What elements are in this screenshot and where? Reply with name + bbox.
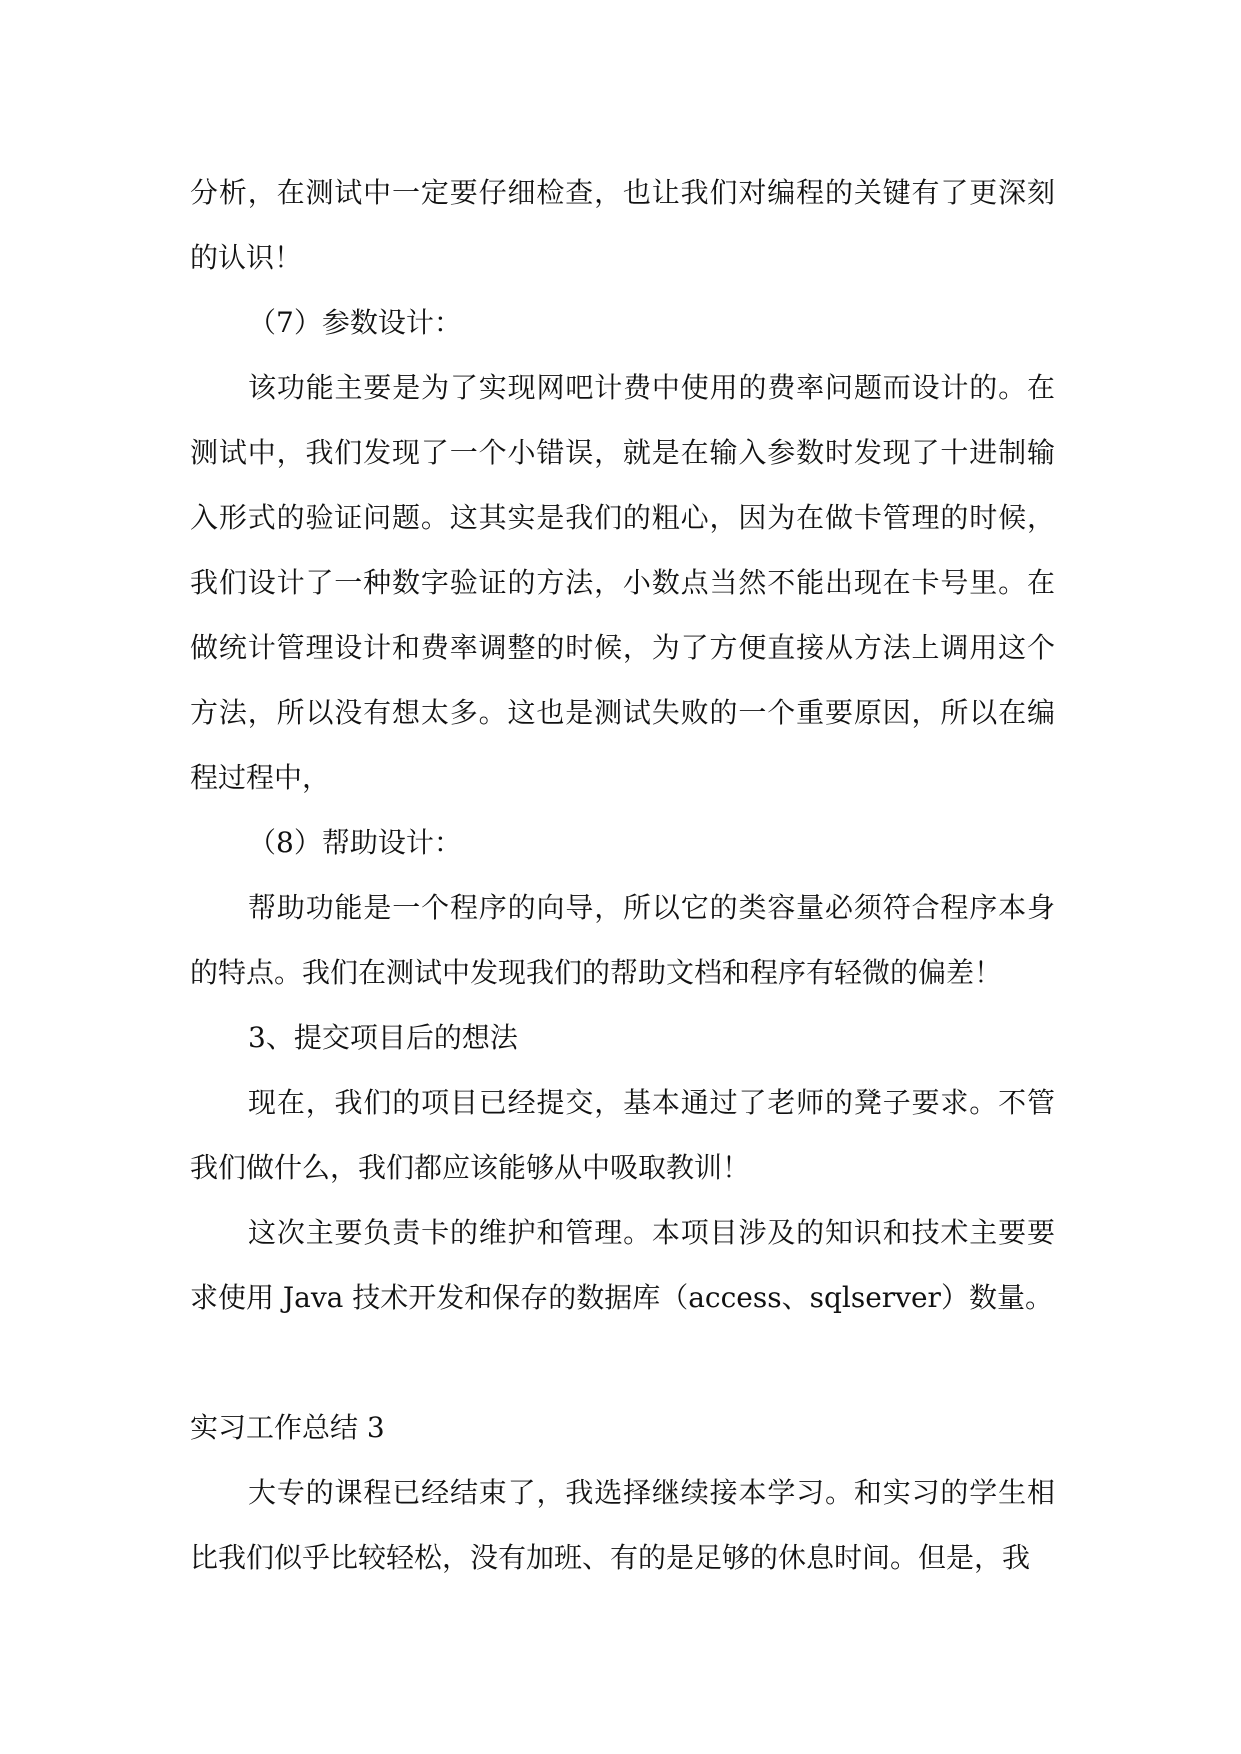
document-body <box>190 160 1055 1590</box>
paragraph-section-intro: 大专的课程已经结束了，我选择继续接本学习。和实习的学生相比我们似乎比较轻松，没有加班、有的是足够的休息时间。但是，我 <box>190 1476 1055 1574</box>
heading-after-submission: 3、提交项目后的想法 <box>248 1021 518 1054</box>
paragraph-help-design: 帮助功能是一个程序的向导，所以它的类容量必须符合程序本身的特点。我们在测试中发现我们的帮助文档和程序有轻微的偏差！ <box>190 891 1055 989</box>
section-spacer <box>190 1330 1055 1395</box>
section-title: 实习工作总结 3 <box>190 1411 385 1444</box>
paragraph-parameter-design: 该功能主要是为了实现网吧计费中使用的费率问题而设计的。在测试中，我们发现了一个小错误，就是在输入参数时发现了十进制输入形式的验证问题。这其实是我们的粗心，因为在做卡管理的时候，我们设计了一种数字验证的方法，小数点当然不能出现在卡号里。在做统计管理设计和费率调整的时候，为了方便直接从方法上调用这个方法，所以没有想太多。这也是测试失败的一个重要原因，所以在编程过程中， <box>190 371 1055 794</box>
heading-parameter-design: （7）参数设计： <box>248 306 462 339</box>
paragraph-responsibilities: 这次主要负责卡的维护和管理。本项目涉及的知识和技术主要要求使用 Java 技术开发和保存的数据库（access、sqlserver）数量。 <box>190 1216 1055 1314</box>
paragraph-continuation: 分析，在测试中一定要仔细检查，也让我们对编程的关键有了更深刻的认识！ <box>190 176 1055 274</box>
heading-help-design: （8）帮助设计： <box>248 826 462 859</box>
paragraph-after-submission: 现在，我们的项目已经提交，基本通过了老师的凳子要求。不管我们做什么，我们都应该能够从中吸取教训！ <box>190 1086 1055 1184</box>
